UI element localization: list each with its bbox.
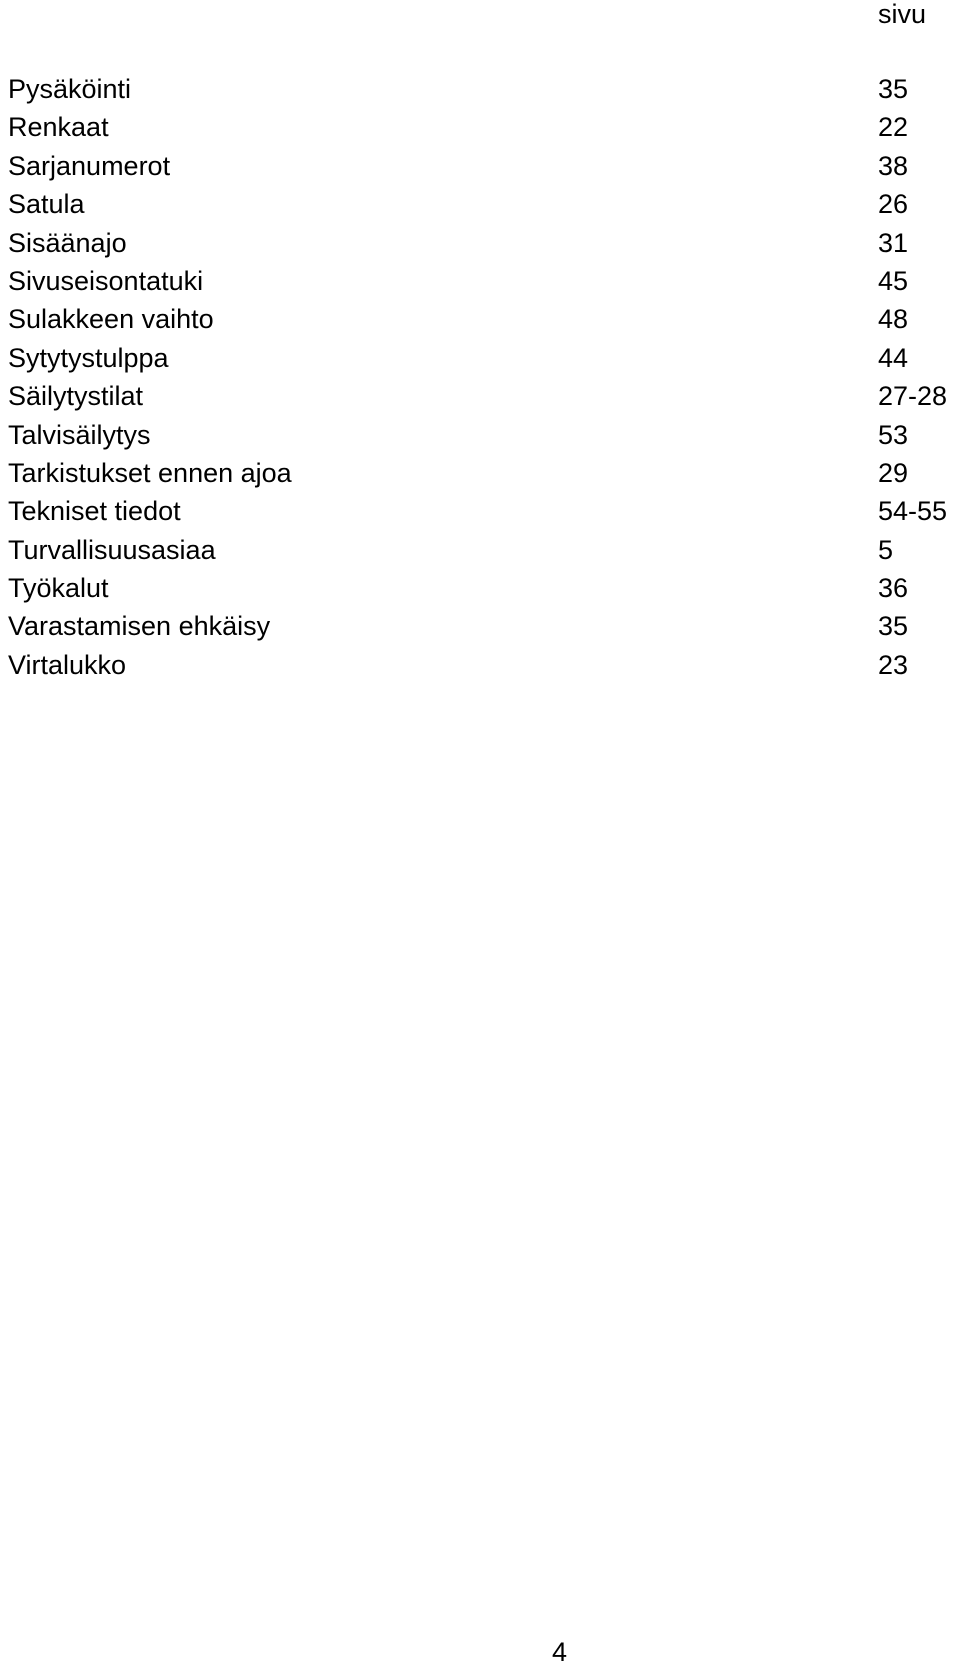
index-page-ref: 29 — [878, 457, 909, 488]
index-page-ref: 26 — [878, 189, 909, 220]
index-entry — [8, 380, 960, 418]
index-term: Työkalut — [8, 573, 109, 604]
index-entry — [8, 419, 960, 457]
index-page-ref: 48 — [878, 304, 909, 335]
index-term: Satula — [8, 189, 85, 220]
index-page-ref: 31 — [878, 227, 909, 258]
index-term: Tekniset tiedot — [8, 496, 181, 527]
index-entry — [8, 649, 960, 687]
index-term: Turvallisuusasiaa — [8, 534, 216, 565]
index-entry — [8, 495, 960, 533]
index-entry — [8, 342, 960, 380]
page-column-header: sivu — [878, 0, 927, 29]
index-term: Talvisäilytys — [8, 419, 151, 450]
index-page-ref: 35 — [878, 611, 909, 642]
index-page-ref: 5 — [878, 534, 894, 565]
index-entry — [8, 111, 960, 149]
index-page-ref: 22 — [878, 112, 909, 143]
index-term: Sarjanumerot — [8, 150, 171, 181]
index-page-ref: 53 — [878, 419, 909, 450]
index-term: Säilytystilat — [8, 381, 144, 412]
index-entry — [8, 610, 960, 648]
index-term: Sytytystulppa — [8, 342, 169, 373]
index-term: Sulakkeen vaihto — [8, 304, 214, 335]
index-entry — [8, 150, 960, 188]
index-entry — [8, 73, 960, 111]
index-entry — [8, 303, 960, 341]
index-term: Tarkistukset ennen ajoa — [8, 457, 292, 488]
index-term: Renkaat — [8, 112, 109, 143]
index-list — [8, 73, 960, 687]
index-page-ref: 35 — [878, 74, 909, 104]
index-term: Virtalukko — [8, 649, 127, 680]
index-page-ref: 44 — [878, 342, 909, 373]
page-number: 4 — [552, 1637, 568, 1667]
index-entry — [8, 265, 960, 303]
index-page-ref: 38 — [878, 150, 909, 181]
index-term: Pysäköinti — [8, 74, 132, 104]
index-term: Sivuseisontatuki — [8, 265, 204, 296]
index-term: Varastamisen ehkäisy — [8, 611, 271, 642]
index-page-ref: 27-28 — [878, 381, 948, 412]
index-entry — [8, 534, 960, 572]
index-page-ref: 23 — [878, 649, 909, 680]
index-page-ref: 45 — [878, 265, 909, 296]
index-entry — [8, 227, 960, 265]
index-entry — [8, 572, 960, 610]
index-entry — [8, 457, 960, 495]
index-page-ref: 36 — [878, 573, 909, 604]
index-page-ref: 54-55 — [878, 496, 948, 527]
index-term: Sisäänajo — [8, 227, 127, 258]
index-entry — [8, 188, 960, 226]
